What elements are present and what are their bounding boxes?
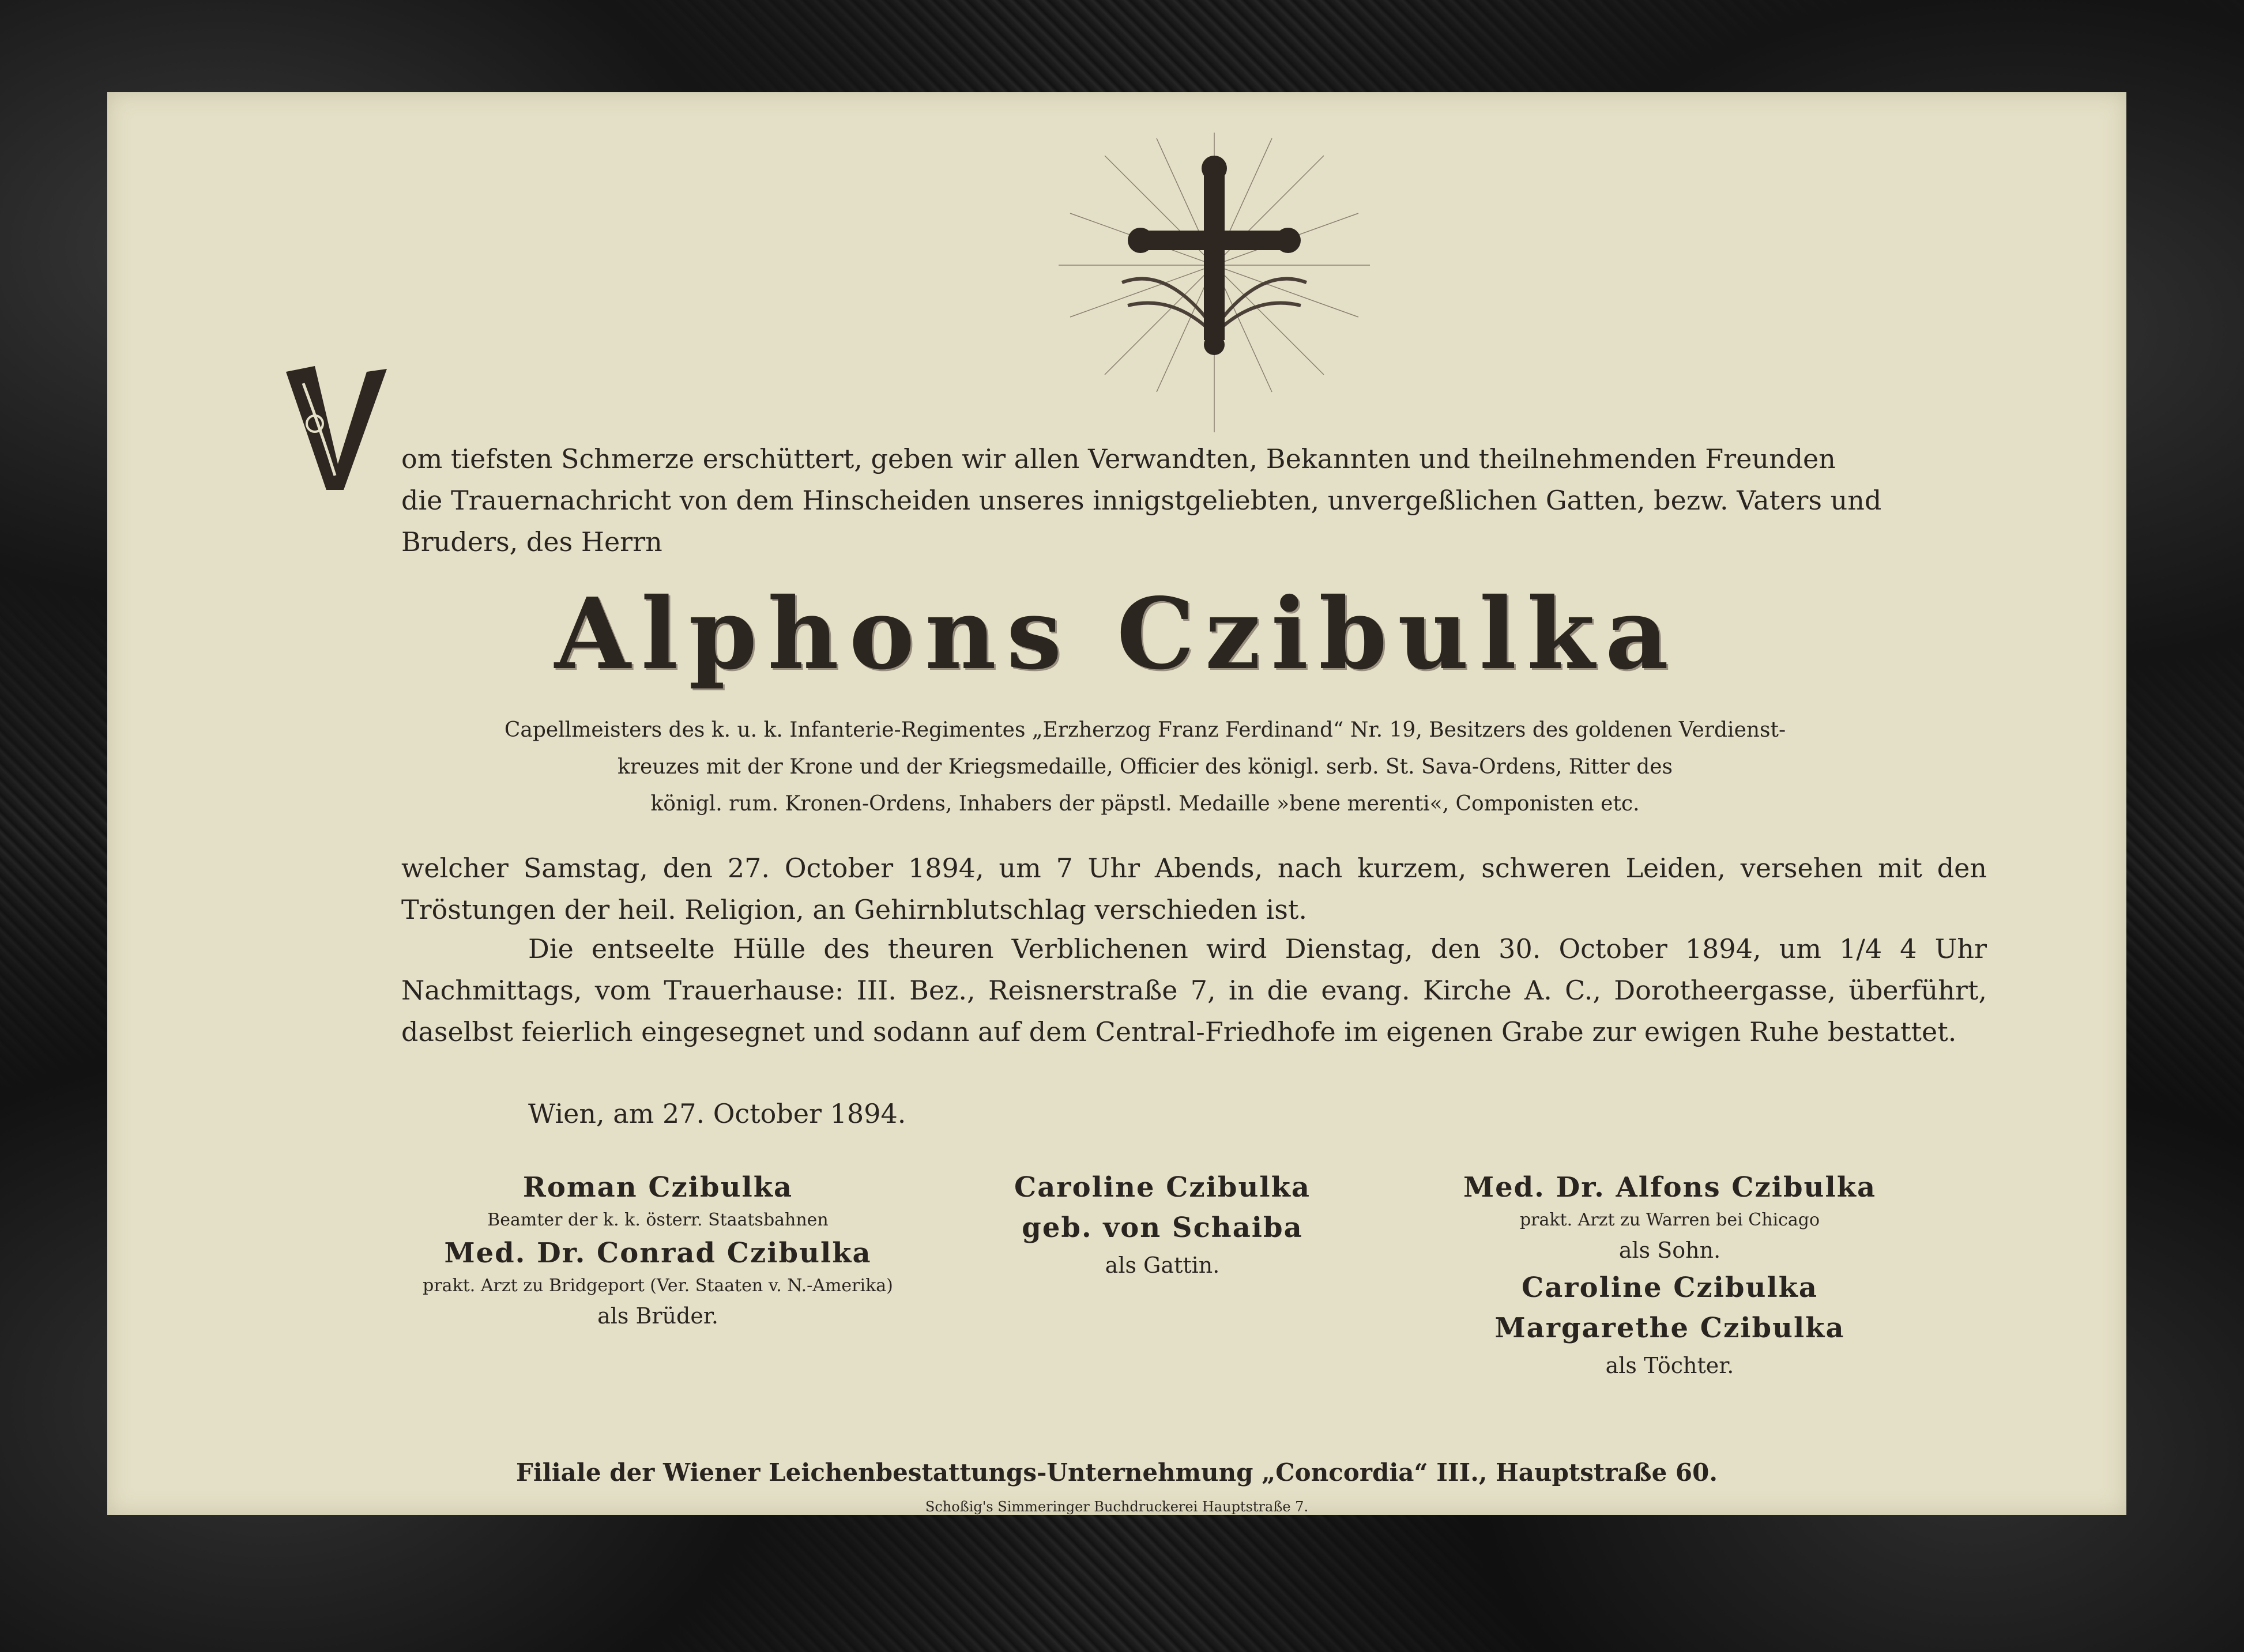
brother-name-1: Roman Czibulka <box>522 1171 793 1204</box>
obituary-document <box>107 92 2126 1515</box>
drop-cap-v-icon <box>280 360 390 493</box>
children-column <box>1376 1167 1964 1383</box>
deceased-titles <box>419 712 1872 823</box>
funeral-paragraph: Die entseelte Hülle des theuren Verblichenen wird Dienstag, den 30. October 1894, um 1/4 4 Uhr Nachmittags, vom Trauerhause: III. Bez., Reisnerstraße 7, in die evang. Kirche A. C., Dorotheergasse, überführt, daselbst feierlich eingesegnet und sodann auf dem Central-Friedhofe im eigenen Grabe zur ewigen Ruhe bestattet. <box>401 933 1987 1047</box>
undertaker-footer: Filiale der Wiener Leichenbestattungs-Unternehmung „Concordia“ III., Hauptstraße 60. <box>516 1458 1718 1487</box>
printer-credit: Schoßig's Simmeringer Buchdruckerei Hauptstraße 7. <box>925 1499 1309 1515</box>
son-name: Med. Dr. Alfons Czibulka <box>1463 1171 1877 1204</box>
brothers-role: als Brüder. <box>597 1303 718 1329</box>
widow-column <box>937 1167 1387 1283</box>
daughter-name-2: Margarethe Czibulka <box>1494 1312 1845 1344</box>
widow-role: als Gattin. <box>1105 1253 1220 1278</box>
daughter-name-1: Caroline Czibulka <box>1522 1272 1818 1304</box>
son-desc: prakt. Arzt zu Warren bei Chicago <box>1519 1210 1820 1230</box>
brother-desc-2: prakt. Arzt zu Bridgeport (Ver. Staaten v. N.-Amerika) <box>423 1276 893 1296</box>
place-date: Wien, am 27. October 1894. <box>528 1098 906 1129</box>
brother-desc-1: Beamter der k. k. österr. Staatsbahnen <box>487 1210 829 1230</box>
cross-ornament-icon <box>1059 133 1370 432</box>
son-role: als Sohn. <box>1618 1238 1721 1263</box>
titles-line-2: kreuzes mit der Krone und der Kriegsmedaille, Officier des königl. serb. St. Sava-Ordens, Ritter des <box>617 755 1673 779</box>
death-paragraph: welcher Samstag, den 27. October 1894, um 7 Uhr Abends, nach kurzem, schweren Leiden, versehen mit den Tröstungen der heil. Religion, an Gehirnblutschlag verschieden ist. <box>401 853 1987 925</box>
intro-line-1: om tiefsten Schmerze erschüttert, geben wir allen Verwandten, Bekannten und theilnehmenden Freunden <box>401 443 1836 474</box>
widow-name: Caroline Czibulka <box>1014 1171 1311 1204</box>
intro-line-2: die Trauernachricht von dem Hinscheiden unseres innigstgeliebten, unvergeßlichen Gatten, bezw. Vaters und <box>401 485 1882 516</box>
titles-line-3: königl. rum. Kronen-Ordens, Inhabers der päpstl. Medaille »bene merenti«, Componisten etc. <box>650 792 1640 816</box>
brother-name-2: Med. Dr. Conrad Czibulka <box>444 1237 872 1269</box>
titles-line-1: Capellmeisters des k. u. k. Infanterie-Regimentes „Erzherzog Franz Ferdinand“ Nr. 19, Besitzers des goldenen Verdienst- <box>504 718 1786 742</box>
brothers-column <box>384 1167 932 1333</box>
deceased-name: Alphons Czibulka <box>554 576 1680 692</box>
intro-line-3: Bruders, des Herrn <box>401 526 662 557</box>
widow-maiden-name: geb. von Schaiba <box>1022 1212 1303 1244</box>
daughters-role: als Töchter. <box>1605 1353 1734 1378</box>
